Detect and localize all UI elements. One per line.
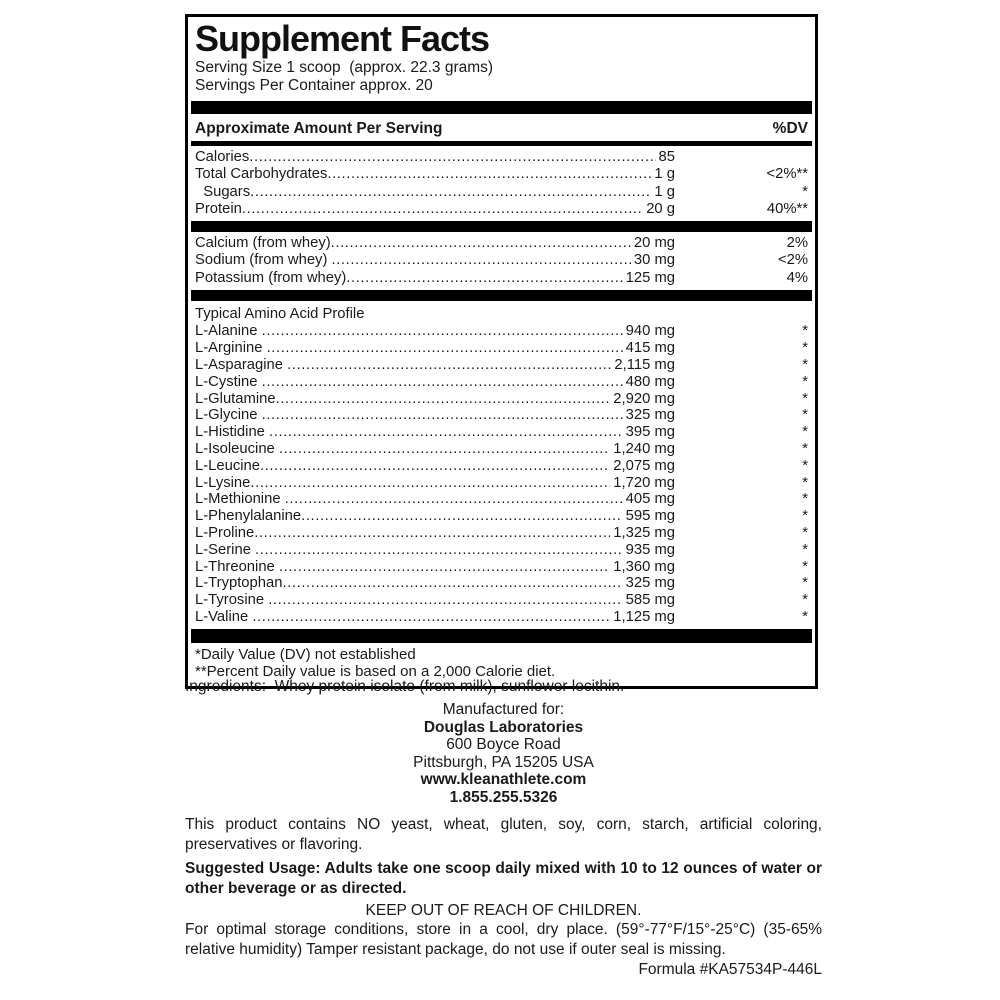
amino-acid-amount: 325 mg	[625, 407, 675, 424]
divider-bar-bottom	[191, 629, 812, 643]
amino-acid-dv: *	[802, 508, 808, 525]
dot-leader	[250, 475, 610, 492]
divider-bar-thin	[191, 141, 812, 146]
amino-acid-name: L-Cystine	[195, 373, 262, 390]
amino-acid-dv: *	[802, 407, 808, 424]
amino-acid-name: L-Glycine	[195, 407, 262, 424]
ingredients-statement: Ingredients: Whey protein isolate (from milk), sunflower lecithin.	[185, 678, 625, 695]
amino-acid-name: L-Tryptophan	[195, 575, 283, 592]
amino-acid-name: L-Proline	[195, 524, 255, 541]
divider-bar-mid-1	[191, 221, 812, 232]
dot-leader	[279, 559, 610, 576]
nutrient-name: Potassium (from whey)	[195, 269, 347, 286]
dot-leader	[262, 374, 623, 391]
amino-acid-amount: 1,325 mg	[613, 524, 675, 541]
nutrient-row	[195, 184, 808, 201]
dot-leader	[301, 508, 623, 525]
nutrient-name: Sugars	[195, 183, 251, 200]
footnote-dv-not-established: *Daily Value (DV) not established	[195, 645, 416, 663]
column-header-row	[195, 117, 808, 140]
manufacturer-website: www.kleanathlete.com	[420, 771, 587, 788]
divider-bar-mid-2	[191, 290, 812, 301]
amino-profile-title: Typical Amino Acid Profile	[195, 306, 365, 323]
manufacturer-name: Douglas Laboratories	[423, 718, 584, 736]
dot-leader	[260, 458, 610, 475]
amino-acid-name: L-Lysine	[195, 474, 251, 491]
amino-acid-amount: 415 mg	[625, 340, 675, 357]
manufactured-for-label: Manufactured for:	[442, 701, 565, 718]
amino-acid-amount: 595 mg	[625, 508, 675, 525]
amino-acid-amount: 1,125 mg	[613, 608, 675, 625]
nutrient-row	[195, 252, 808, 269]
amino-acid-dv: *	[802, 440, 808, 457]
formula-number: Formula #KA57534P-446L	[638, 961, 822, 978]
amino-acid-amount: 1,720 mg	[613, 474, 675, 491]
amino-acid-name: L-Glutamine	[195, 390, 276, 407]
amino-acid-name: L-Histidine	[195, 424, 270, 441]
amino-acid-dv: *	[802, 373, 808, 390]
dot-leader	[254, 525, 610, 542]
amino-acid-dv: *	[802, 592, 808, 609]
dot-leader	[242, 201, 643, 218]
supplement-facts-panel	[185, 14, 818, 689]
amino-acid-row	[195, 559, 808, 576]
amino-acid-row	[195, 592, 808, 609]
amino-acid-dv: *	[802, 491, 808, 508]
nutrient-dv: 2%	[786, 235, 808, 252]
amino-acid-row	[195, 458, 808, 475]
nutrient-dv: <2%**	[766, 166, 808, 183]
amino-acid-amount: 2,075 mg	[613, 457, 675, 474]
amino-acid-row	[195, 407, 808, 424]
amino-acid-dv: *	[802, 541, 808, 558]
amino-acid-name: L-Methionine	[195, 491, 285, 508]
dot-leader	[250, 184, 651, 201]
divider-bar-top	[191, 101, 812, 114]
amino-acid-name: L-Isoleucine	[195, 440, 279, 457]
amino-acid-amount: 325 mg	[625, 575, 675, 592]
servings-per-container: Servings Per Container approx. 20	[195, 76, 433, 94]
contains-statement: This product contains NO yeast, wheat, gluten, soy, corn, starch, artificial coloring, preservatives or flavoring.	[185, 816, 822, 853]
suggested-usage-statement: Suggested Usage: Adults take one scoop daily mixed with 10 to 12 ounces of water or other beverage or as directed.	[185, 860, 822, 897]
amino-acid-row	[195, 391, 808, 408]
amino-acid-name: L-Leucine	[195, 457, 260, 474]
nutrient-row	[195, 166, 808, 183]
nutrient-dv: <2%	[777, 252, 808, 269]
amino-acid-row	[195, 357, 808, 374]
amino-acid-name: L-Valine	[195, 608, 253, 625]
manufacturer-address-line1: 600 Boyce Road	[446, 736, 561, 753]
amino-acid-amount: 1,240 mg	[613, 440, 675, 457]
nutrient-amount: 85	[658, 149, 675, 165]
amino-acid-amount: 2,920 mg	[613, 390, 675, 407]
panel-title: Supplement Facts	[195, 18, 490, 59]
amino-acid-dv: *	[802, 323, 808, 340]
dot-leader	[269, 424, 623, 441]
amino-acid-name: L-Asparagine	[195, 356, 288, 373]
dot-leader	[285, 491, 623, 508]
dv-column-header: %DV	[772, 120, 808, 137]
nutrient-row	[195, 149, 808, 166]
amino-acid-name: L-Alanine	[195, 323, 262, 340]
nutrient-amount: 20 mg	[633, 235, 675, 252]
nutrient-name: Protein	[195, 200, 242, 217]
amino-acid-dv: *	[802, 424, 808, 441]
amino-acid-row	[195, 475, 808, 492]
dot-leader	[249, 149, 655, 166]
nutrient-row	[195, 270, 808, 287]
amino-acid-row	[195, 491, 808, 508]
nutrient-name: Total Carbohydrates	[195, 166, 328, 183]
dot-leader	[332, 252, 631, 269]
amino-acid-row	[195, 340, 808, 357]
amino-acid-row	[195, 575, 808, 592]
amino-acid-row	[195, 374, 808, 391]
dot-leader	[346, 270, 622, 287]
macro-nutrient-rows	[195, 149, 808, 218]
amino-acid-row	[195, 542, 808, 559]
serving-size: Serving Size 1 scoop (approx. 22.3 grams)	[195, 59, 494, 76]
nutrient-amount: 1 g	[654, 183, 675, 200]
amino-acid-dv: *	[802, 390, 808, 407]
amino-acid-amount: 940 mg	[625, 323, 675, 340]
nutrient-amount: 30 mg	[633, 252, 675, 269]
dot-leader	[267, 340, 623, 357]
storage-instructions: For optimal storage conditions, store in a cool, dry place. (59°-77°F/15°-25°C) (35-65% relative humidity) Tamper resistant package, do not use if outer seal is missing.	[185, 921, 822, 958]
amino-acid-row	[195, 441, 808, 458]
amino-acid-dv: *	[802, 608, 808, 625]
amino-acid-dv: *	[802, 575, 808, 592]
nutrient-dv: 4%	[786, 269, 808, 286]
manufacturer-block	[185, 701, 822, 806]
dot-leader	[262, 407, 623, 424]
dot-leader	[282, 575, 622, 592]
nutrient-row	[195, 201, 808, 218]
amino-acid-amount: 395 mg	[625, 424, 675, 441]
dot-leader	[255, 542, 623, 559]
amino-acid-rows	[195, 323, 808, 625]
dot-leader	[287, 357, 611, 374]
manufacturer-phone: 1.855.255.5326	[449, 788, 558, 806]
dot-leader	[268, 592, 622, 609]
amino-acid-amount: 2,115 mg	[614, 356, 675, 373]
amino-acid-name: L-Phenylalanine	[195, 508, 302, 525]
amino-acid-name: L-Threonine	[195, 558, 279, 575]
amino-acid-dv: *	[802, 356, 808, 373]
amino-acid-dv: *	[802, 558, 808, 575]
amount-column-header: Approximate Amount Per Serving	[195, 120, 443, 137]
amino-acid-amount: 480 mg	[625, 373, 675, 390]
nutrient-name: Sodium (from whey)	[195, 252, 332, 269]
amino-acid-name: L-Serine	[195, 541, 256, 558]
amino-acid-row	[195, 508, 808, 525]
amino-acid-dv: *	[802, 457, 808, 474]
dot-leader	[276, 391, 611, 408]
mineral-rows	[195, 235, 808, 287]
amino-acid-dv: *	[802, 524, 808, 541]
amino-acid-amount: 935 mg	[625, 541, 675, 558]
dot-leader	[331, 235, 631, 252]
dot-leader	[279, 441, 610, 458]
dot-leader	[262, 323, 623, 340]
keep-out-of-reach-warning: KEEP OUT OF REACH OF CHILDREN.	[365, 902, 642, 919]
nutrient-dv: 40%**	[766, 200, 808, 217]
amino-acid-row	[195, 609, 808, 626]
nutrient-amount: 20 g	[646, 200, 675, 217]
amino-acid-row	[195, 323, 808, 340]
amino-acid-name: L-Tyrosine	[195, 592, 269, 609]
dot-leader	[252, 609, 610, 626]
nutrient-name: Calories	[195, 149, 250, 165]
amino-acid-amount: 1,360 mg	[613, 558, 675, 575]
nutrient-amount: 1 g	[654, 166, 675, 183]
nutrient-name: Calcium (from whey)	[195, 235, 331, 252]
amino-acid-amount: 585 mg	[625, 592, 675, 609]
amino-acid-dv: *	[802, 474, 808, 491]
nutrient-dv: *	[802, 183, 808, 200]
manufacturer-address-line2: Pittsburgh, PA 15205 USA	[413, 753, 594, 771]
amino-acid-name: L-Arginine	[195, 340, 267, 357]
amino-acid-dv: *	[802, 340, 808, 357]
footnote-percent-dv: **Percent Daily value is based on a 2,000 Calorie diet.	[195, 663, 556, 681]
amino-acid-row	[195, 525, 808, 542]
nutrient-row	[195, 235, 808, 252]
dot-leader	[327, 166, 651, 183]
amino-acid-amount: 405 mg	[625, 491, 675, 508]
amino-acid-row	[195, 424, 808, 441]
nutrient-amount: 125 mg	[625, 269, 675, 286]
